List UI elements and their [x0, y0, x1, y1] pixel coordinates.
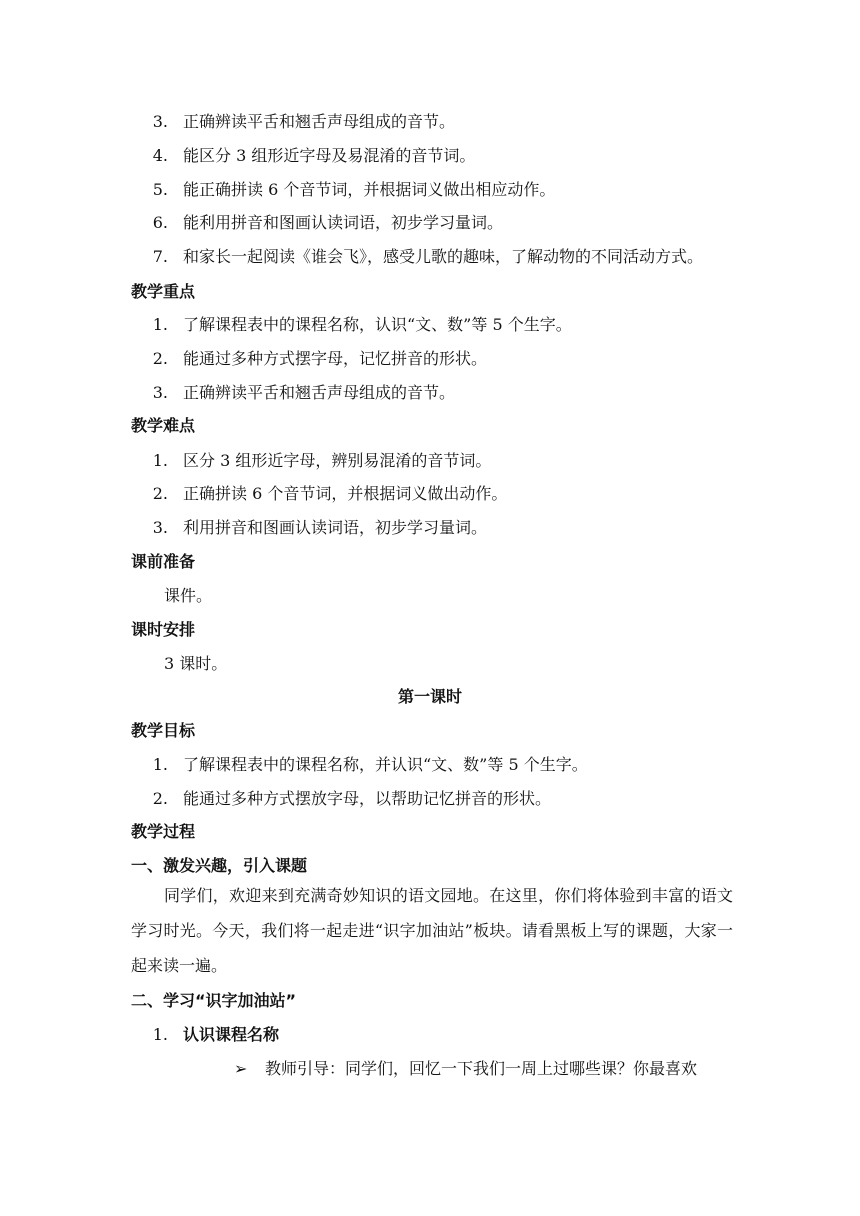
section1-heading: 一、激发兴趣，引入课题 [131, 856, 308, 875]
list-text: 正确拼读 6 个音节词，并根据词义做出动作。 [183, 484, 508, 503]
key-points-heading: 教学重点 [131, 282, 196, 301]
list-number: 6. [152, 213, 168, 232]
list-number: 2. [152, 484, 168, 503]
list-text: 能正确拼读 6 个音节词，并根据词义做出相应动作。 [183, 180, 556, 199]
list-number: 3. [152, 112, 168, 131]
list-text: 了解课程表中的课程名称，认识“文、数”等 5 个生字。 [183, 315, 572, 334]
list-text: 区分 3 组形近字母，辨别易混淆的音节词。 [183, 451, 492, 470]
bullet-text: 教师引导：同学们，回忆一下我们一周上过哪些课？你最喜欢 [265, 1059, 698, 1078]
list-number: 3. [152, 518, 168, 537]
list-number: 4. [152, 146, 168, 165]
process-heading: 教学过程 [131, 822, 196, 841]
list-text: 正确辨读平舌和翘舌声母组成的音节。 [183, 383, 456, 402]
list-number: 2. [152, 789, 168, 808]
preparation-text: 课件。 [164, 586, 213, 605]
list-text: 能通过多种方式摆放字母，以帮助记忆拼音的形状。 [183, 789, 552, 808]
list-text: 利用拼音和图画认读词语，初步学习量词。 [183, 518, 488, 537]
preparation-heading: 课前准备 [131, 552, 196, 571]
list-text: 了解课程表中的课程名称，并认识“文、数”等 5 个生字。 [183, 755, 588, 774]
schedule-text: 3 课时。 [164, 654, 228, 673]
list-text: 能通过多种方式摆字母，记忆拼音的形状。 [183, 349, 488, 368]
list-number: 1. [152, 1025, 168, 1044]
list-text: 能区分 3 组形近字母及易混淆的音节词。 [183, 146, 476, 165]
list-number: 1. [152, 755, 168, 774]
list-number: 7. [152, 247, 168, 266]
sub-item-title: 认识课程名称 [183, 1025, 280, 1044]
list-number: 1. [152, 315, 168, 334]
list-text: 能利用拼音和图画认读词语，初步学习量词。 [183, 213, 504, 232]
list-number: 3. [152, 383, 168, 402]
section2-heading: 二、学习“识字加油站” [131, 991, 297, 1010]
schedule-heading: 课时安排 [131, 620, 196, 639]
difficulties-heading: 教学难点 [131, 416, 196, 435]
list-number: 1. [152, 451, 168, 470]
lesson1-objectives-heading: 教学目标 [131, 721, 196, 740]
list-text: 正确辨读平舌和翘舌声母组成的音节。 [183, 112, 456, 131]
lesson1-title: 第一课时 [397, 687, 462, 706]
list-number: 5. [152, 180, 168, 199]
list-text: 和家长一起阅读《谁会飞》，感受儿歌的趣味，了解动物的不同活动方式。 [183, 247, 704, 266]
arrow-bullet-icon: ➢ [234, 1059, 248, 1078]
section1-paragraph: 同学们，欢迎来到充满奇妙知识的语文园地。在这里，你们将体验到丰富的语文学习时光。今天，我们将一起走进“识字加油站”板块。请看黑板上写的课题，大家一起来读一遍。 [131, 886, 733, 975]
list-number: 2. [152, 349, 168, 368]
